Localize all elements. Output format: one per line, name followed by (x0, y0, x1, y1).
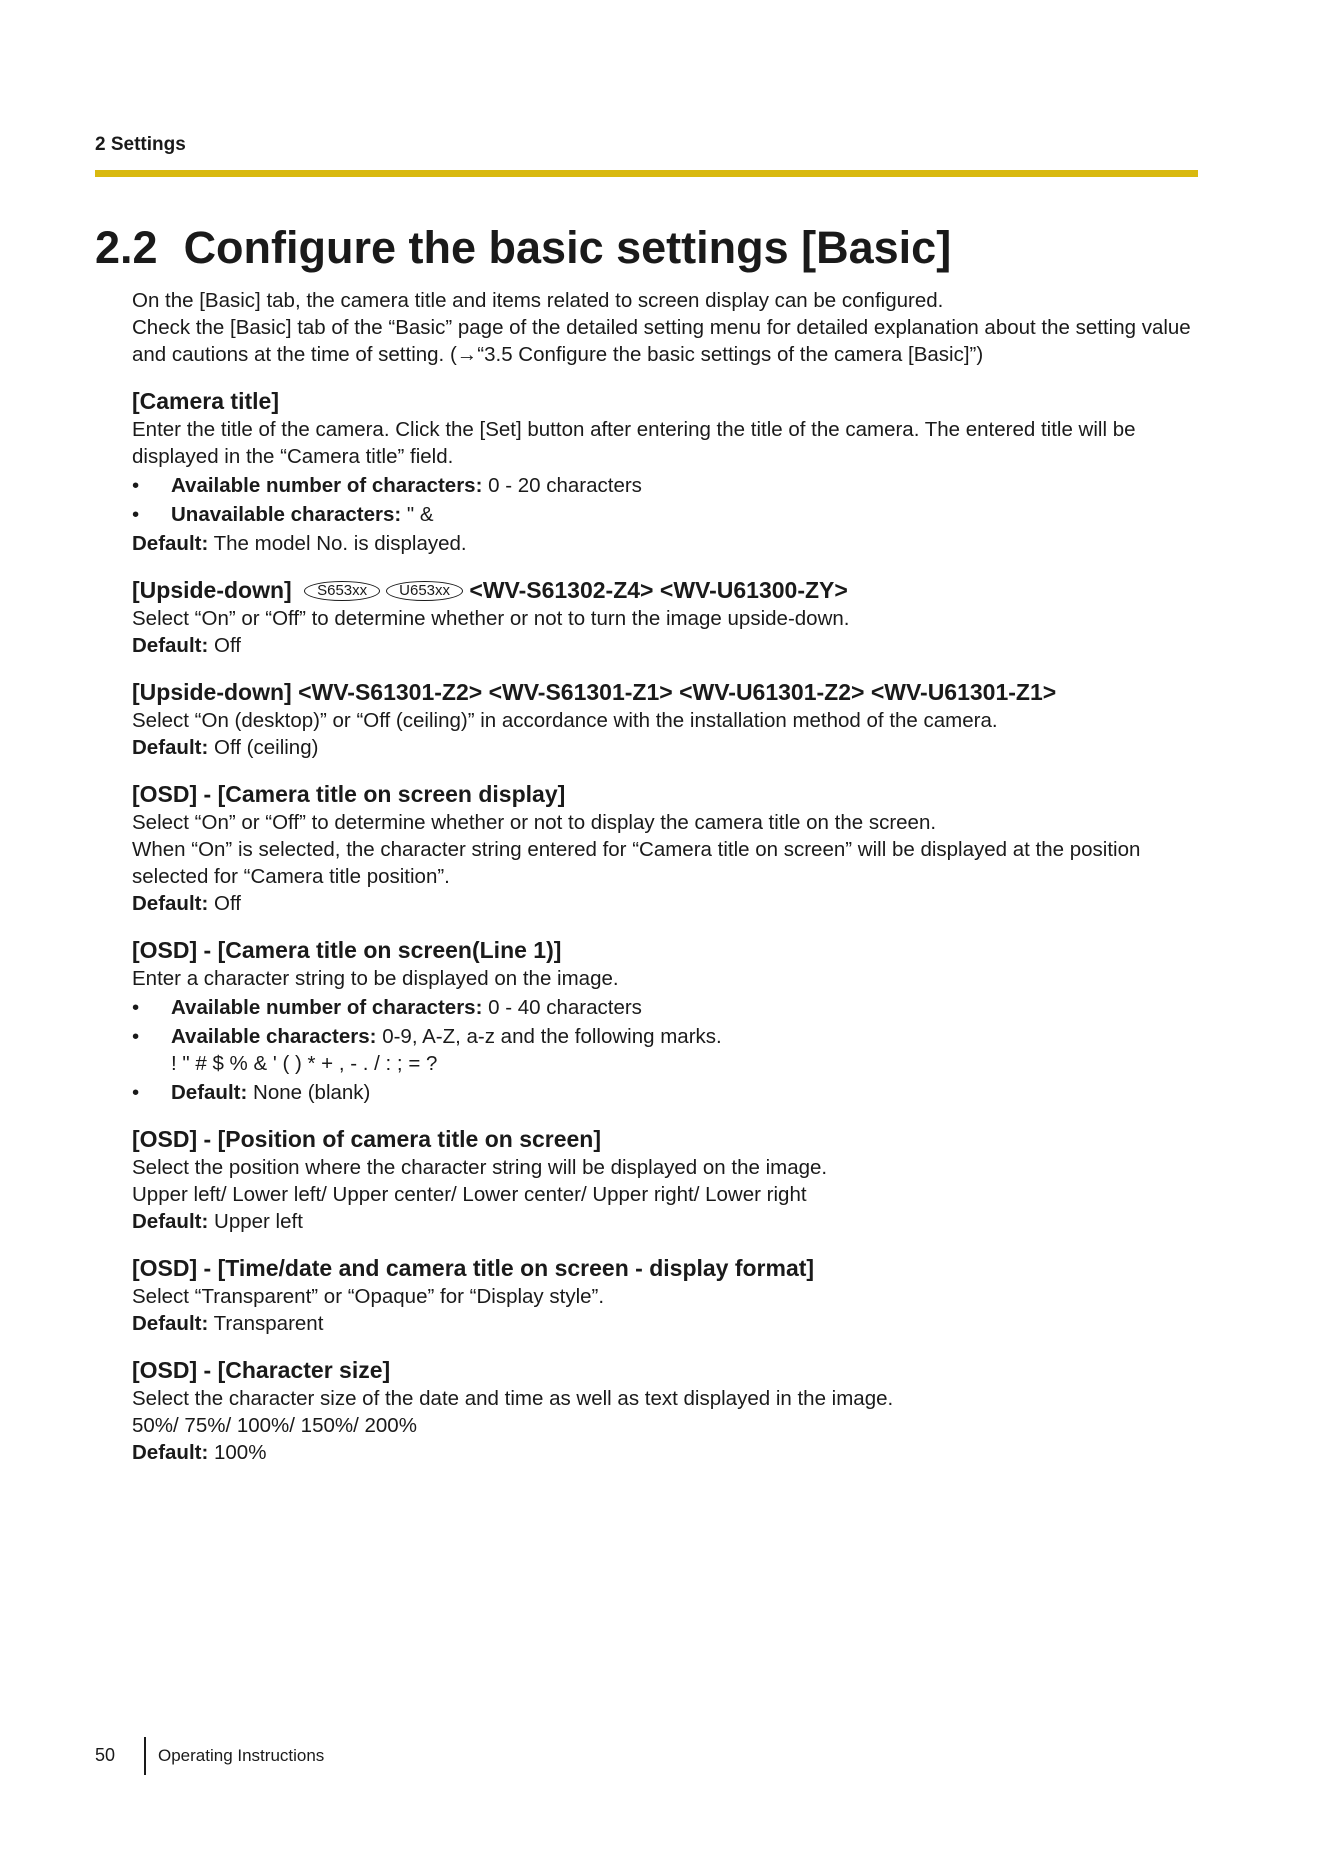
upside-down-section-2 (132, 677, 1202, 761)
osd-position-section (132, 1124, 1202, 1235)
intro (132, 287, 1202, 368)
list-item (132, 1079, 1202, 1106)
available-marks: ! " # $ % & ' ( ) * + , - . / : ; = ? (171, 1052, 438, 1075)
page-title-number: 2.2 (95, 222, 158, 273)
main-content (132, 287, 1202, 1484)
model-badge: S653xx (304, 581, 380, 601)
default-line (132, 890, 1202, 917)
default-line (132, 1208, 1202, 1235)
osd-size-section (132, 1355, 1202, 1466)
page-title (95, 222, 951, 274)
upside-down-desc-2: Select “On (desktop)” or “Off (ceiling)” in accordance with the installation method of the camera. (132, 709, 998, 732)
default-label: Default: (132, 736, 209, 759)
osd-position-desc-2: Upper left/ Lower left/ Upper center/ Lower center/ Upper right/ Lower right (132, 1183, 807, 1206)
intro-line-1: On the [Basic] tab, the camera title and items related to screen display can be configured. (132, 289, 944, 312)
list-item (132, 1023, 1202, 1077)
upside-down-desc-1: Select “On” or “Off” to determine whether or not to turn the image upside-down. (132, 607, 850, 630)
model-list: <WV-S61302-Z4> <WV-U61300-ZY> (469, 577, 848, 603)
default-value: Off (ceiling) (208, 736, 319, 759)
osd-display-desc-1: Select “On” or “Off” to determine whether or not to display the camera title on the screen. (132, 811, 937, 834)
list-item (132, 994, 1202, 1021)
upside-down-heading-1 (132, 575, 1202, 605)
osd-format-section (132, 1253, 1202, 1337)
default-line (132, 1310, 1202, 1337)
default-label: Default: (132, 892, 209, 915)
section-label: 2 Settings (95, 134, 186, 155)
default-label: Default: (132, 1312, 209, 1335)
bullet-value: 0 - 20 characters (482, 474, 642, 497)
list-item (132, 501, 1202, 528)
camera-title-desc: Enter the title of the camera. Click the [Set] button after entering the title of the camera. The entered title will be displayed in the “Camera title” field. (132, 418, 1136, 468)
bullet-label: Default: (171, 1081, 248, 1104)
osd-line1-section (132, 935, 1202, 1106)
osd-display-desc-2: When “On” is selected, the character string entered for “Camera title on screen” will be displayed at the position selected for “Camera title position”. (132, 838, 1141, 888)
bullet-value: 0 - 40 characters (482, 996, 642, 1019)
bullet-label: Available characters: (171, 1025, 377, 1048)
osd-size-desc-1: Select the character size of the date and time as well as text displayed in the image. (132, 1387, 894, 1410)
bullet-label: Available number of characters: (171, 996, 483, 1019)
default-line (132, 632, 1202, 659)
bullet-label: Available number of characters: (171, 474, 483, 497)
bullet-value: 0-9, A-Z, a-z and the following marks. (376, 1025, 722, 1048)
camera-title-section (132, 386, 1202, 557)
default-value: The model No. is displayed. (208, 532, 467, 555)
page-title-text: Configure the basic settings [Basic] (183, 222, 952, 273)
footer-doc-title: Operating Instructions (158, 1746, 325, 1765)
model-badge: U653xx (386, 581, 463, 601)
default-line (132, 530, 1202, 557)
bullet-value: None (blank) (247, 1081, 371, 1104)
page-number: 50 (95, 1745, 116, 1765)
header-rule (95, 170, 1198, 177)
default-line (132, 734, 1202, 761)
default-line (132, 1439, 1202, 1466)
default-value: Transparent (208, 1312, 324, 1335)
osd-format-desc: Select “Transparent” or “Opaque” for “Display style”. (132, 1285, 605, 1308)
default-value: Upper left (208, 1210, 303, 1233)
bullet-label: Unavailable characters: (171, 503, 402, 526)
list-item (132, 472, 1202, 499)
osd-size-desc-2: 50%/ 75%/ 100%/ 150%/ 200% (132, 1414, 417, 1437)
camera-title-heading: [Camera title] (132, 388, 279, 414)
default-label: Default: (132, 634, 209, 657)
osd-display-heading: [OSD] - [Camera title on screen display] (132, 781, 566, 807)
default-value: Off (208, 634, 241, 657)
osd-position-desc-1: Select the position where the character string will be displayed on the image. (132, 1156, 828, 1179)
upside-down-section-1 (132, 575, 1202, 659)
osd-size-heading: [OSD] - [Character size] (132, 1357, 391, 1383)
intro-line-2: Check the [Basic] tab of the “Basic” page of the detailed setting menu for detailed explanation about the setting value and cautions at the time of setting. (→“3.5 Configure the basic settings of the camera [Basic]”) (132, 316, 1191, 366)
footer-divider (144, 1737, 146, 1775)
upside-down-heading-2: [Upside-down] <WV-S61301-Z2> <WV-S61301-Z1> <WV-U61301-Z2> <WV-U61301-Z1> (132, 679, 1057, 705)
osd-line1-desc: Enter a character string to be displayed on the image. (132, 967, 619, 990)
heading-text: [Upside-down] (132, 577, 292, 603)
default-label: Default: (132, 1441, 209, 1464)
osd-format-heading: [OSD] - [Time/date and camera title on screen - display format] (132, 1255, 815, 1281)
default-value: Off (208, 892, 241, 915)
osd-position-heading: [OSD] - [Position of camera title on screen] (132, 1126, 602, 1152)
default-label: Default: (132, 1210, 209, 1233)
default-value: 100% (208, 1441, 267, 1464)
osd-display-section (132, 779, 1202, 917)
default-label: Default: (132, 532, 209, 555)
bullet-value: " & (401, 503, 434, 526)
osd-line1-heading: [OSD] - [Camera title on screen(Line 1)] (132, 937, 562, 963)
